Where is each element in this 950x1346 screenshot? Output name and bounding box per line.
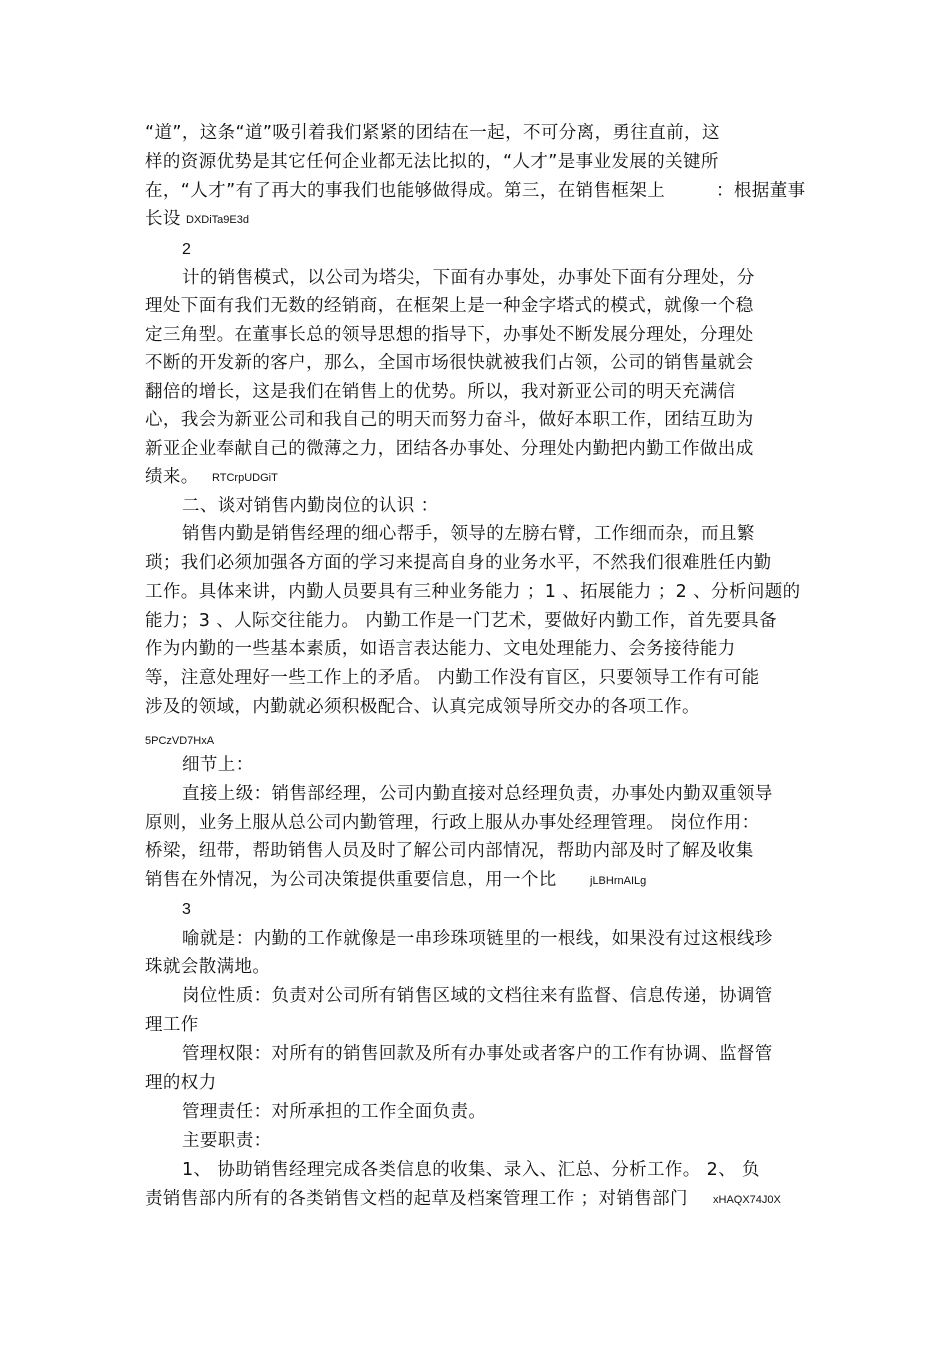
text-line: 等，注意处理好一些工作上的矛盾。 内勤工作没有盲区，只要领导工作有可能	[145, 668, 760, 688]
watermark-code: 5PCzVD7HxA	[145, 735, 215, 747]
text-line: 主要职责：	[182, 1131, 272, 1151]
text-line: 喻就是：内勤的工作就像是一串珍珠项链里的一根线，如果没有过这根线珍	[182, 929, 773, 949]
text-line: 1、 协助销售经理完成各类信息的收集、录入、汇总、分析工作。 2、 负	[182, 1160, 760, 1180]
text-line: 销售内勤是销售经理的细心帮手，领导的左膀右臂，工作细而杂，而且繁	[182, 524, 755, 544]
text-line: 计的销售模式，以公司为塔尖，下面有办事处，办事处下面有分理处，分	[182, 268, 755, 288]
watermark-code: DXDiTa9E3d	[186, 214, 249, 226]
page-number: 2	[182, 241, 191, 258]
text-line: 在，“人才”有了再大的事我们也能够做得成。第三，在销售框架上	[145, 181, 666, 201]
text-line: 岗位性质：负责对公司所有销售区域的文档往来有监督、信息传递，协调管	[182, 986, 773, 1006]
text-line: ：根据董事	[716, 181, 806, 201]
text-line: 涉及的领域，内勤就必须积极配合、认真完成领导所交办的各项工作。	[145, 697, 700, 717]
watermark-code: RTCrpUDGiT	[212, 472, 278, 484]
text-line: 理处下面有我们无数的经销商，在框架上是一种金字塔式的模式，就像一个稳	[145, 296, 754, 316]
watermark-code: jLBHrnAILg	[590, 875, 647, 887]
section-heading: 二、谈对销售内勤岗位的认识 ：	[182, 496, 439, 516]
text-line: 新亚企业奉献自己的微薄之力，团结各办事处、分理处内勤把内勤工作做出成	[145, 439, 754, 459]
text-line: 管理责任：对所承担的工作全面负责。	[182, 1102, 487, 1122]
text-line: 销售在外情况，为公司决策提供重要信息，用一个比	[145, 870, 557, 890]
text-line: “道”，这条“道”吸引着我们紧紧的团结在一起，不可分离，勇往直前，这	[145, 123, 720, 143]
watermark-code: xHAQX74J0X	[713, 1194, 781, 1206]
text-line: 直接上级：销售部经理，公司内勤直接对总经理负责，办事处内勤双重领导	[182, 784, 773, 804]
text-line: 理工作	[145, 1015, 199, 1035]
text-line: 理的权力	[145, 1073, 217, 1093]
text-line: 不断的开发新的客户，那么，全国市场很快就被我们占领，公司的销售量就会	[145, 353, 754, 373]
text-line: 心，我会为新亚公司和我自己的明天而努力奋斗，做好本职工作，团结互助为	[145, 410, 754, 430]
text-line: 原则，业务上服从总公司内勤管理，行政上服从办事处经理管理。 岗位作用：	[145, 813, 760, 833]
text-line: 作为内勤的一些基本素质，如语言表达能力、文电处理能力、会务接待能力	[145, 639, 736, 659]
text-line: 翻倍的增长，这是我们在销售上的优势。所以，我对新亚公司的明天充满信	[145, 382, 736, 402]
text-line: 责销售部内所有的各类销售文档的起草及档案管理工作 ；对销售部门	[145, 1189, 688, 1209]
text-line: 工作。具体来讲，内勤人员要具有三种业务能力 ；1 、拓展能力 ；2 、分析问题的	[145, 582, 801, 602]
text-line: 珠就会散满地。	[145, 957, 271, 977]
page-number: 3	[182, 901, 191, 918]
text-line: 长设	[145, 209, 181, 229]
text-line: 能力；3 、人际交往能力。 内勤工作是一门艺术，要做好内勤工作，首先要具备	[145, 611, 778, 631]
text-line: 定三角型。在董事长总的领导思想的指导下，办事处不断发展分理处，分理处	[145, 325, 754, 345]
text-line: 桥梁，纽带，帮助销售人员及时了解公司内部情况，帮助内部及时了解及收集	[145, 841, 754, 861]
text-line: 样的资源优势是其它任何企业都无法比拟的，“人才”是事业发展的关键所	[145, 152, 719, 172]
text-line: 细节上：	[182, 755, 254, 775]
text-line: 管理权限：对所有的销售回款及所有办事处或者客户的工作有协调、监督管	[182, 1044, 773, 1064]
text-line: 琐；我们必须加强各方面的学习来提高自身的业务水平，不然我们很难胜任内勤	[145, 553, 772, 573]
text-line: 绩来。	[145, 467, 199, 487]
